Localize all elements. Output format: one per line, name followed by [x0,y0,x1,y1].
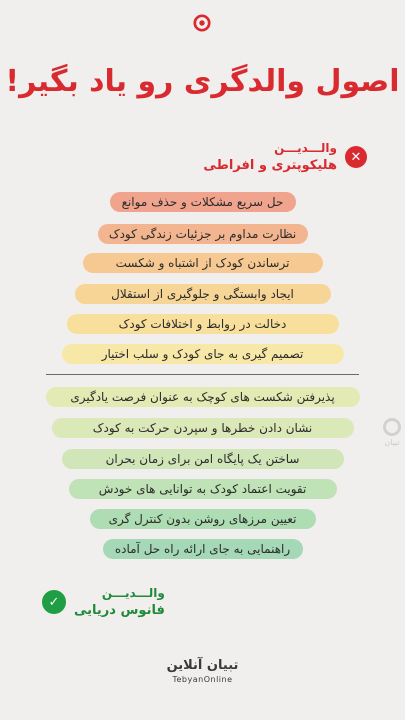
watermark-text: تبیان [384,438,400,447]
negative-item: حل سریع مشکلات و حذف موانع [110,192,296,212]
footer-brand-en: TebyanOnline [172,675,233,684]
close-icon: ✕ [345,146,367,168]
footer-brand-fa: تبیان آنلاین [166,658,239,673]
helicopter-parents-badge [203,140,367,174]
positive-item: ساختن یک پایگاه امن برای زمان بحران [62,449,344,469]
tebyan-watermark-icon [383,418,401,436]
page-title: اصول والدگری رو یاد بگیر! [5,64,400,99]
lighthouse-badge-line2: فانوس دریایی [74,603,165,618]
check-icon: ✓ [42,590,66,614]
negative-item: تصمیم گیری به جای کودک و سلب اختیار [62,344,344,364]
footer-brand [0,658,405,684]
negative-item: ترساندن کودک از اشتباه و شکست [83,253,323,273]
helicopter-badge-text [203,140,337,174]
helicopter-badge-line1: والـــدیـــن [274,141,337,155]
lighthouse-badge-text [74,585,165,619]
negative-item: نظارت مداوم بر جزئیات زندگی کودک [98,224,308,244]
positive-item: تقویت اعتماد کودک به توانایی های خودش [69,479,337,499]
watermark [381,418,403,447]
positive-item: پذیرفتن شکست های کوچک به عنوان فرصت یادگیری [46,387,360,407]
positive-item: راهنمایی به جای ارائه راه حل آماده [103,539,303,559]
helicopter-badge-line2: هلیکوپتری و افراطی [203,158,337,173]
negative-item: ایجاد وابستگی و جلوگیری از استقلال [75,284,331,304]
tebyan-logo-icon [193,14,211,32]
positive-item: نشان دادن خطرها و سپردن حرکت به کودک [52,418,354,438]
lighthouse-badge-line1: والـــدیـــن [101,586,165,600]
negative-item: دخالت در روابط و اختلافات کودک [67,314,339,334]
positive-item: تعیین مرزهای روشن بدون کنترل گری [90,509,316,529]
section-divider [46,374,359,375]
lighthouse-parents-badge [42,585,405,619]
